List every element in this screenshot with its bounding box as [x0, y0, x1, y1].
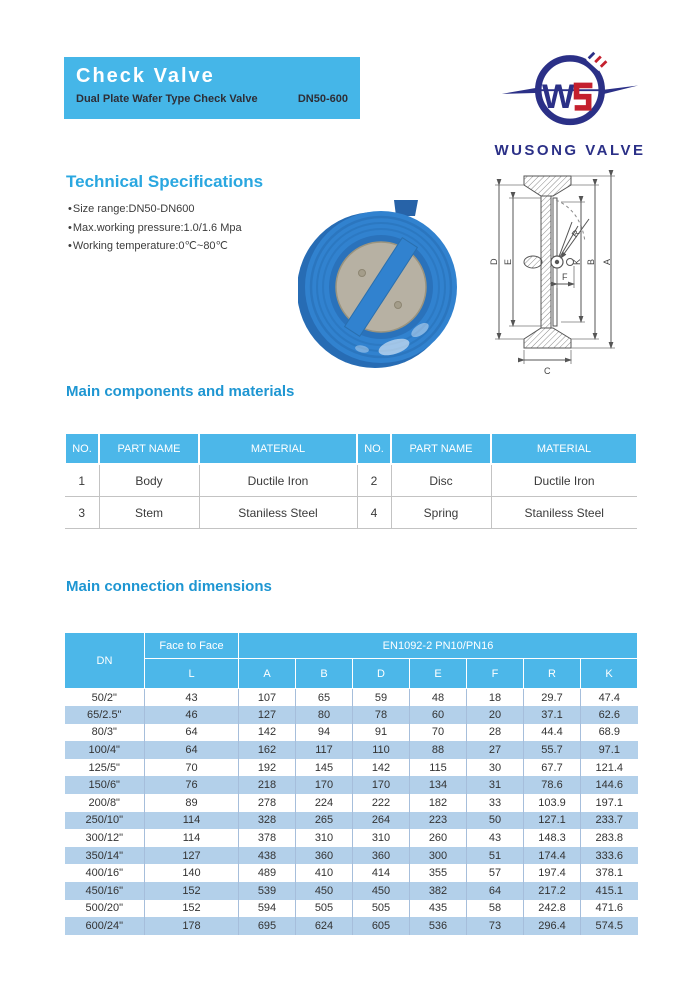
- dimension-value-cell: 536: [410, 917, 467, 935]
- dimensions-row: [65, 864, 638, 882]
- dimensions-row: [65, 882, 638, 900]
- dimension-value-cell: 222: [353, 794, 410, 812]
- face-to-face-header: Face to Face: [145, 633, 239, 659]
- dn-cell: 350/14": [65, 847, 145, 865]
- dim-label-b: B: [586, 258, 596, 265]
- dimension-value-cell: 224: [296, 794, 353, 812]
- dimension-value-cell: 435: [410, 900, 467, 918]
- dimension-value-cell: 605: [353, 917, 410, 935]
- dimension-value-cell: 217.2: [524, 882, 581, 900]
- dimension-value-cell: 78.6: [524, 776, 581, 794]
- components-table: [64, 432, 638, 529]
- dimension-value-cell: 360: [296, 847, 353, 865]
- dimension-value-cell: 162: [239, 741, 296, 759]
- dimension-value-cell: 47.4: [598, 691, 620, 704]
- dimension-value-cell: 539: [239, 882, 296, 900]
- dimensions-subheader-row: [65, 659, 638, 689]
- valve-photo-graphic: [298, 197, 460, 370]
- dimension-value-cell: 471.6: [595, 902, 624, 915]
- dimension-value-cell: 378: [239, 829, 296, 847]
- dimension-value-cell: 89: [145, 794, 239, 812]
- dimension-value-cell: 44.4: [524, 724, 581, 742]
- dimension-value-cell: 296.4: [524, 917, 581, 935]
- dimension-value-cell: 695: [239, 917, 296, 935]
- components-col-header: MATERIAL: [491, 433, 637, 464]
- dimensions-table: [64, 632, 638, 935]
- dimension-value-cell: 78: [353, 706, 410, 724]
- technical-drawing: [477, 164, 645, 385]
- dn-cell: 200/8": [65, 794, 145, 812]
- dim-label-d: D: [489, 258, 499, 265]
- dimension-value-cell: 197.1: [595, 796, 624, 809]
- dimension-col-header: F: [467, 659, 524, 689]
- dn-cell: 300/12": [65, 829, 145, 847]
- dimension-value-cell: 27: [467, 741, 524, 759]
- dn-cell: 80/3": [65, 724, 145, 742]
- dimension-value-cell: 70: [410, 724, 467, 742]
- logo-mark-icon: [500, 48, 640, 136]
- dimension-value-cell: 62.6: [598, 708, 620, 721]
- dimension-value-cell: 438: [239, 847, 296, 865]
- dimension-value-cell: 144.6: [595, 779, 624, 792]
- dimension-value-cell: 450: [353, 882, 410, 900]
- dimension-value-cell: 37.1: [524, 706, 581, 724]
- dimension-value-cell: 378.1: [595, 867, 624, 880]
- dimension-value-cell: 33: [467, 794, 524, 812]
- dimension-value-cell: 88: [410, 741, 467, 759]
- components-col-header: MATERIAL: [199, 433, 357, 464]
- part-name-cell: Stem: [99, 497, 199, 529]
- dimension-value-cell: 333.6: [595, 849, 624, 862]
- dimension-col-header: E: [410, 659, 467, 689]
- dimension-value-cell: 127.1: [524, 812, 581, 830]
- dimension-value-cell: 76: [145, 776, 239, 794]
- dimension-value-cell: 134: [410, 776, 467, 794]
- product-photo: [298, 197, 460, 375]
- spec-item-pressure: • Max.working pressure:1.0/1.6 Mpa: [68, 219, 242, 238]
- dn-cell: 400/16": [65, 864, 145, 882]
- dn-column-header: DN: [65, 633, 145, 689]
- components-row: [65, 464, 637, 497]
- dimension-col-header: B: [296, 659, 353, 689]
- dimensions-table-body: [65, 689, 638, 935]
- dimension-value-cell: 127: [145, 847, 239, 865]
- dim-label-c: C: [544, 366, 551, 376]
- logo-w-letter: W: [542, 77, 575, 116]
- dn-cell: 450/16": [65, 882, 145, 900]
- dimension-value-cell: 65: [296, 689, 353, 707]
- part-no-cell: 3: [65, 497, 99, 529]
- dimension-value-cell: 355: [410, 864, 467, 882]
- dn-range: DN50-600: [297, 93, 348, 105]
- dimension-value-cell: 218: [239, 776, 296, 794]
- dimensions-row: [65, 759, 638, 777]
- dimension-value-cell: 140: [145, 864, 239, 882]
- dimension-value-cell: 67.7: [524, 759, 581, 777]
- dimensions-row: [65, 812, 638, 830]
- product-subtitle-row: [76, 93, 348, 105]
- page-title: Check Valve: [76, 65, 215, 87]
- dimension-value-cell: 20: [467, 706, 524, 724]
- dimension-value-cell: 73: [467, 917, 524, 935]
- standard-header: EN1092-2 PN10/PN16: [239, 633, 638, 659]
- dimension-value-cell: 574.5: [595, 920, 624, 933]
- dimension-value-cell: 152: [145, 882, 239, 900]
- brand-name: WUSONG VALVE: [494, 142, 646, 159]
- dimension-value-cell: 31: [467, 776, 524, 794]
- dimension-value-cell: 170: [353, 776, 410, 794]
- dimension-value-cell: 43: [467, 829, 524, 847]
- dimension-value-cell: 505: [353, 900, 410, 918]
- components-table-body: [65, 464, 637, 529]
- dimension-value-cell: 127: [239, 706, 296, 724]
- valve-section-drawing: [477, 164, 645, 380]
- dimension-value-cell: 242.8: [524, 900, 581, 918]
- dimension-value-cell: 223: [410, 812, 467, 830]
- dimension-value-cell: 64: [467, 882, 524, 900]
- dimension-value-cell: 57: [467, 864, 524, 882]
- material-cell: Staniless Steel: [491, 497, 637, 529]
- dimension-value-cell: 51: [467, 847, 524, 865]
- dimension-value-cell: 142: [353, 759, 410, 777]
- dimension-value-cell: 410: [296, 864, 353, 882]
- dimension-col-header: L: [145, 659, 239, 689]
- components-col-header: PART NAME: [391, 433, 491, 464]
- dimension-value-cell: 283.8: [595, 832, 624, 845]
- dimension-value-cell: 192: [239, 759, 296, 777]
- dimension-value-cell: 91: [353, 724, 410, 742]
- dn-cell: 100/4": [65, 741, 145, 759]
- dimension-value-cell: 310: [296, 829, 353, 847]
- part-no-cell: 4: [357, 497, 391, 529]
- spec-item-size-range: • Size range:DN50-DN600: [68, 200, 242, 219]
- dimensions-row: [65, 741, 638, 759]
- part-name-cell: Spring: [391, 497, 491, 529]
- part-name-cell: Disc: [391, 464, 491, 497]
- dimension-value-cell: 328: [239, 812, 296, 830]
- dimension-value-cell: 59: [353, 689, 410, 707]
- product-subtitle: Dual Plate Wafer Type Check Valve: [76, 93, 258, 105]
- dimension-value-cell: 450: [296, 882, 353, 900]
- dn-cell: 125/5": [65, 759, 145, 777]
- dimension-value-cell: 97.1: [598, 744, 620, 757]
- dimension-value-cell: 278: [239, 794, 296, 812]
- dimension-value-cell: 29.7: [524, 689, 581, 707]
- dimension-value-cell: 170: [296, 776, 353, 794]
- dimension-value-cell: 174.4: [524, 847, 581, 865]
- part-no-cell: 2: [357, 464, 391, 497]
- dimension-col-header: K: [581, 659, 638, 689]
- dimension-value-cell: 58: [467, 900, 524, 918]
- dn-cell: 500/20": [65, 900, 145, 918]
- dimension-value-cell: 60: [410, 706, 467, 724]
- dimension-value-cell: 260: [410, 829, 467, 847]
- product-header: [64, 57, 360, 119]
- dimensions-row: [65, 794, 638, 812]
- dimension-value-cell: 117: [296, 741, 353, 759]
- dimension-value-cell: 265: [296, 812, 353, 830]
- dn-cell: 150/6": [65, 776, 145, 794]
- dim-label-e: E: [503, 258, 513, 265]
- dimension-value-cell: 30: [467, 759, 524, 777]
- material-cell: Staniless Steel: [199, 497, 357, 529]
- dimension-value-cell: 414: [353, 864, 410, 882]
- dimension-value-cell: 18: [467, 689, 524, 707]
- spec-item-temperature: • Working temperature:0℃~80℃: [68, 237, 242, 256]
- dimension-value-cell: 145: [296, 759, 353, 777]
- dimension-value-cell: 148.3: [524, 829, 581, 847]
- components-heading: Main components and materials: [66, 383, 295, 400]
- dimensions-row: [65, 724, 638, 742]
- dimension-value-cell: 264: [353, 812, 410, 830]
- dimension-value-cell: 310: [353, 829, 410, 847]
- dimension-value-cell: 43: [145, 689, 239, 707]
- logo-s-letter: [575, 85, 593, 107]
- dimension-value-cell: 46: [145, 706, 239, 724]
- dimension-col-header: A: [239, 659, 296, 689]
- dim-label-a: A: [602, 258, 612, 265]
- dn-cell: 600/24": [65, 917, 145, 935]
- components-col-header: PART NAME: [99, 433, 199, 464]
- dimension-value-cell: 80: [296, 706, 353, 724]
- dimension-value-cell: 68.9: [598, 726, 620, 739]
- part-no-cell: 1: [65, 464, 99, 497]
- dim-label-r: R: [569, 227, 582, 240]
- components-row: [65, 497, 637, 529]
- dimension-value-cell: 50: [467, 812, 524, 830]
- dimension-value-cell: 55.7: [524, 741, 581, 759]
- dimension-value-cell: 107: [239, 689, 296, 707]
- dimensions-row: [65, 829, 638, 847]
- dimension-col-header: D: [353, 659, 410, 689]
- material-cell: Ductile Iron: [199, 464, 357, 497]
- dimension-value-cell: 70: [145, 759, 239, 777]
- dimension-value-cell: 103.9: [524, 794, 581, 812]
- tech-specs-list: [68, 200, 242, 256]
- dimensions-row: [65, 776, 638, 794]
- dimension-value-cell: 115: [410, 759, 467, 777]
- dimension-value-cell: 110: [353, 741, 410, 759]
- dimension-value-cell: 594: [239, 900, 296, 918]
- dim-label-k: K: [572, 258, 582, 265]
- dimension-value-cell: 64: [145, 724, 239, 742]
- dimension-value-cell: 300: [410, 847, 467, 865]
- material-cell: Ductile Iron: [491, 464, 637, 497]
- dimensions-row: [65, 900, 638, 918]
- tech-specs-heading: Technical Specifications: [66, 172, 264, 191]
- dimension-value-cell: 152: [145, 900, 239, 918]
- dimension-value-cell: 233.7: [595, 814, 624, 827]
- dimension-value-cell: 64: [145, 741, 239, 759]
- dimension-value-cell: 48: [410, 689, 467, 707]
- dimensions-row: [65, 917, 638, 935]
- dimension-value-cell: 142: [239, 724, 296, 742]
- components-col-header: NO.: [65, 433, 99, 464]
- dimension-value-cell: 94: [296, 724, 353, 742]
- dimension-col-header: R: [524, 659, 581, 689]
- dimensions-heading: Main connection dimensions: [66, 578, 272, 595]
- dimension-value-cell: 505: [296, 900, 353, 918]
- dn-cell: 250/10": [65, 812, 145, 830]
- dimensions-row: [65, 847, 638, 865]
- dimensions-header-row-1: [65, 633, 638, 659]
- components-col-header: NO.: [357, 433, 391, 464]
- dn-cell: 50/2": [65, 689, 145, 707]
- dimension-value-cell: 178: [145, 917, 239, 935]
- dimensions-row: [65, 706, 638, 724]
- dimension-value-cell: 382: [410, 882, 467, 900]
- dimension-value-cell: 114: [145, 812, 239, 830]
- dimension-value-cell: 28: [467, 724, 524, 742]
- dimension-value-cell: 360: [353, 847, 410, 865]
- dimension-value-cell: 182: [410, 794, 467, 812]
- dim-label-f: F: [562, 272, 568, 282]
- part-name-cell: Body: [99, 464, 199, 497]
- dimensions-row: [65, 689, 638, 707]
- company-logo: [492, 48, 648, 159]
- dimension-value-cell: 197.4: [524, 864, 581, 882]
- dimension-value-cell: 415.1: [595, 884, 624, 897]
- dimension-value-cell: 489: [239, 864, 296, 882]
- dimension-value-cell: 121.4: [595, 761, 624, 774]
- dn-cell: 65/2.5": [65, 706, 145, 724]
- dimension-value-cell: 114: [145, 829, 239, 847]
- components-header-row: [65, 433, 637, 464]
- dimension-value-cell: 624: [296, 917, 353, 935]
